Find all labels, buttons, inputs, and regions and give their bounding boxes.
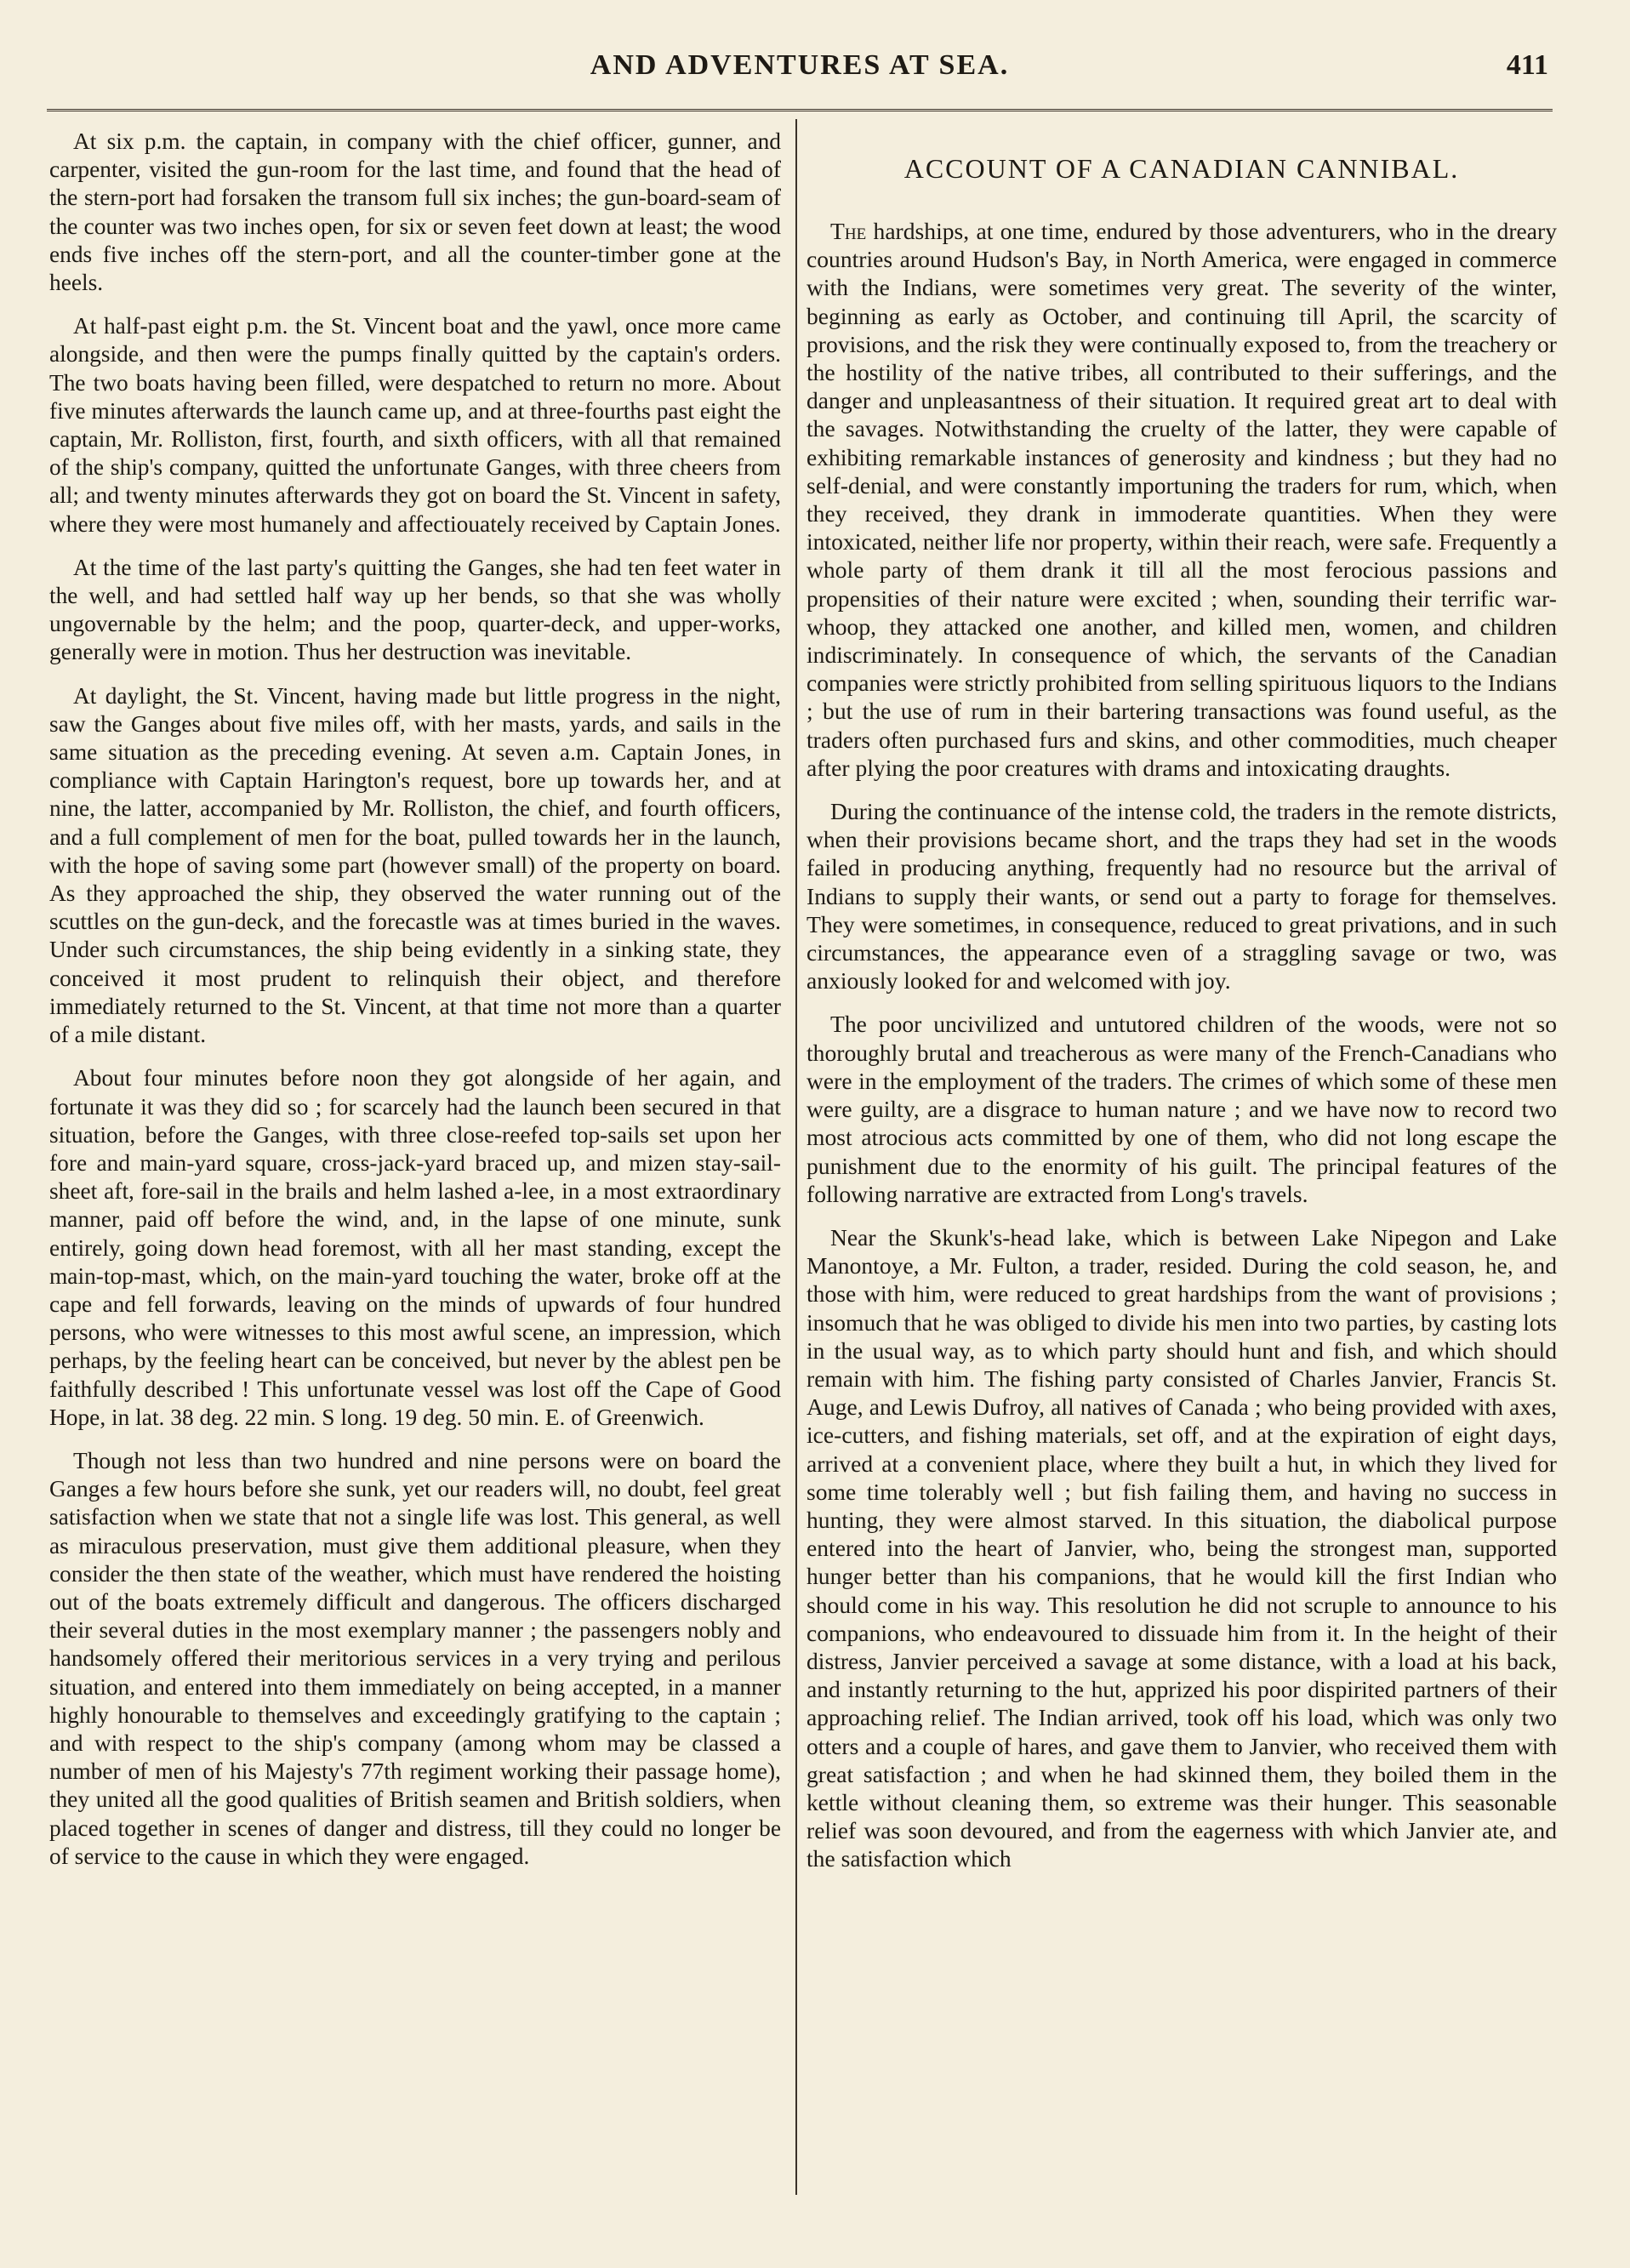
paragraph: Near the Skunk's-head lake, which is between Lake Nipegon and Lake Manontoye, a Mr. Fulton, a trader, resided. During the cold season, he, and those with him, were reduced to great hardships from the want of provisions ; insomuch that he was obliged to divide his men into two parties, by casting lots in the usual way, as to which party should hunt and fish, and which should remain with him. The fishing party consisted of Charles Janvier, Francis St. Auge, and Lewis Dufroy, all natives of Canada ; who being provided with axes, ice-cutters, and fishing materials, set off, and at the expiration of eight days, arrived at a convenient place, where they built a hut, in which they lived for some time tolerably well ; but fish failing them, and having no success in hunting, they were almost starved. In this situation, the diabolical purpose entered into the heart of Janvier, who, being the strongest man, supported hunger better than his companions, that he would kill the first Indian who should come in his way. This resolution he did not scruple to announce to his companions, who endeavoured to dissuade him from it. In the height of their distress, Janvier perceived a savage at some distance, with a load at his back, and instantly returning to the hut, apprized his poor dispirited partners of their approaching relief. The Indian arrived, took off his load, which was only two otters and a couple of hares, and gave them to Janvier, who received them with great satisfaction ; and when he had skinned them, they boiled them in the kettle without cleaning them, so extreme was their hunger. This seasonable relief was soon devoured, and from the eagerness with which Janvier ate, and the satisfaction which (806, 1223, 1557, 1872)
paragraph (806, 217, 1557, 782)
column-divider (795, 119, 797, 2195)
page-number: 411 (1506, 49, 1548, 81)
paragraph: During the continuance of the intense cold, the traders in the remote districts, when their provisions became short, and the traps they had set in the woods failed in producing anything, frequently had no resource but the arrival of Indians to supply their wants, or send out a party to forage for themselves. They were sometimes, in consequence, reduced to great privations, and in such circumstances, the appearance even of a straggling savage or two, was anxiously looked for and welcomed with joy. (806, 798, 1557, 994)
left-column (49, 128, 781, 1886)
paragraph: At daylight, the St. Vincent, having made but little progress in the night, saw the Ganges about five miles off, with her masts, yards, and sails in the same situation as the preceding evening. At seven a.m. Captain Jones, in compliance with Captain Harington's request, bore up towards her, and at nine, the latter, accompanied by Mr. Rolliston, the chief, and fourth officers, and a full complement of men for the boat, pulled towards her in the launch, with the hope of saving some part (however small) of the property on board. As they approached the ship, they observed the water running out of the scuttles on the gun-deck, and the forecastle was at times buried in the waves. Under such circumstances, the ship being evidently in a sinking state, they conceived it most prudent to relinquish their object, and therefore immediately returned to the St. Vincent, at that time not more than a quarter of a mile distant. (49, 682, 781, 1048)
paragraph: At half-past eight p.m. the St. Vincent boat and the yawl, once more came alongside, and then were the pumps finally quitted by the captain's orders. The two boats having been filled, were despatched to return no more. About five minutes afterwards the launch came up, and at three-fourths past eight the captain, Mr. Rolliston, first, fourth, and sixth officers, with all that remained of the ship's company, quitted the unfortunate Ganges, with three cheers from all; and twenty minutes afterwards they got on board the St. Vincent in safety, where they were most humanely and affectiouately received by Captain Jones. (49, 313, 781, 537)
paragraph: At six p.m. the captain, in company with the chief officer, gunner, and carpenter, visited the gun-room for the last time, and found that the head of the stern-port had forsaken the transom full six inches; the gun-board-seam of the counter was two inches open, for six or seven feet down at least; the wood ends five inches off the stern-port, and all the counter-timber gone at the heels. (49, 128, 781, 296)
paragraph: About four minutes before noon they got alongside of her again, and fortunate it was they did so ; for scarcely had the launch been secured in that situation, before the Ganges, with three close-reefed top-sails set upon her fore and main-yard square, cross-jack-yard braced up, and mizen stay-sail-sheet aft, fore-sail in the brails and helm lashed a-lee, in a most extraordinary manner, paid off before the wind, and, in the lapse of one minute, sunk entirely, going down head foremost, with all her mast standing, except the main-top-mast, which, on the main-yard touching the water, broke off at the cape and fell forwards, leaving on the minds of upwards of four hundred persons, who were witnesses to this most awful scene, an impression, which perhaps, by the feeling heart can be conceived, but never by the ablest pen be faithfully described ! This unfortunate vessel was lost off the Cape of Good Hope, in lat. 38 deg. 22 min. S long. 19 deg. 50 min. E. of Greenwich. (49, 1065, 781, 1430)
paragraph-text: hardships, at one time, endured by those adventurers, who in the dreary countries around Hudson's Bay, in North America, were engaged in commerce with the Indians, were sometimes very great. The severity of the winter, beginning as early as October, and continuing till April, the scarcity of provisions, and the risk they were continually exposed to, from the treachery or the hostility of the native tribes, all contributed to their sufferings, and the danger and unpleasantness of their situation. It required great art to deal with the savages. Notwithstanding the cruelty of the latter, they were capable of exhibiting remarkable instances of generosity and kindness ; but they had no self-denial, and were constantly importuning the traders for rum, which, when they received, they drank in immoderate quantities. When they were intoxicated, neither life nor property, within their reach, were safe. Frequently a whole party of them drank it till all the most ferocious passions and propensities of their nature were excited ; when, sounding their terrific war-whoop, they attacked one another, and killed men, women, and children indiscriminately. In consequence of which, the servants of the Canadian companies were strictly prohibited from selling spirituous liquors to the Indians ; but the use of rum in their bartering transactions was found useful, as the traders often purchased furs and skins, and other commodities, much cheaper after plying the poor creatures with drams and intoxicating draughts. (806, 218, 1557, 781)
running-head (0, 49, 1630, 92)
article-title: ACCOUNT OF A CANADIAN CANNIBAL. (903, 153, 1460, 184)
paragraph: Though not less than two hundred and nine persons were on board the Ganges a few hours before she sunk, yet our readers will, no doubt, feel great satisfaction when we state that not a single life was lost. This general, as well as miraculous preservation, must give them additional pleasure, when they consider the then state of the weather, which must have rendered the hoisting out of the boats extremely difficult and dangerous. The officers discharged their several duties in the most exemplary manner ; the passengers nobly and handsomely offered their meritorious services in a very trying and perilous situation, and entered into them immediately on being accepted, in a manner highly honourable to themselves and exceedingly gratifying to the captain ; and with respect to the ship's company (among whom may be classed a number of men of his Majesty's 77th regiment working their passage home), they united all the good qualities of British seamen and British soldiers, when placed together in scenes of danger and distress, till they could no longer be of service to the cause in which they were engaged. (49, 1447, 781, 1869)
right-column (806, 128, 1557, 1889)
lead-word: The (830, 218, 867, 244)
paragraph: At the time of the last party's quitting the Ganges, she had ten feet water in the well, and had settled half way up her bends, so that she was wholly ungovernable by the helm; and the poop, quarter-deck, and upper-works, generally were in motion. Thus her destruction was inevitable. (49, 554, 781, 665)
paragraph: The poor uncivilized and untutored children of the woods, were not so thoroughly brutal and treacherous as were many of the French-Canadians who were in the employment of the traders. The crimes of which some of these men were guilty, are a disgrace to human nature ; and we have now to record two most atrocious acts committed by one of them, who did not long escape the punishment due to the enormity of his guilt. The principal features of the following narrative are extracted from Long's travels. (806, 1011, 1557, 1207)
running-title: AND ADVENTURES AT SEA. (590, 49, 1010, 81)
header-rule (47, 109, 1553, 111)
